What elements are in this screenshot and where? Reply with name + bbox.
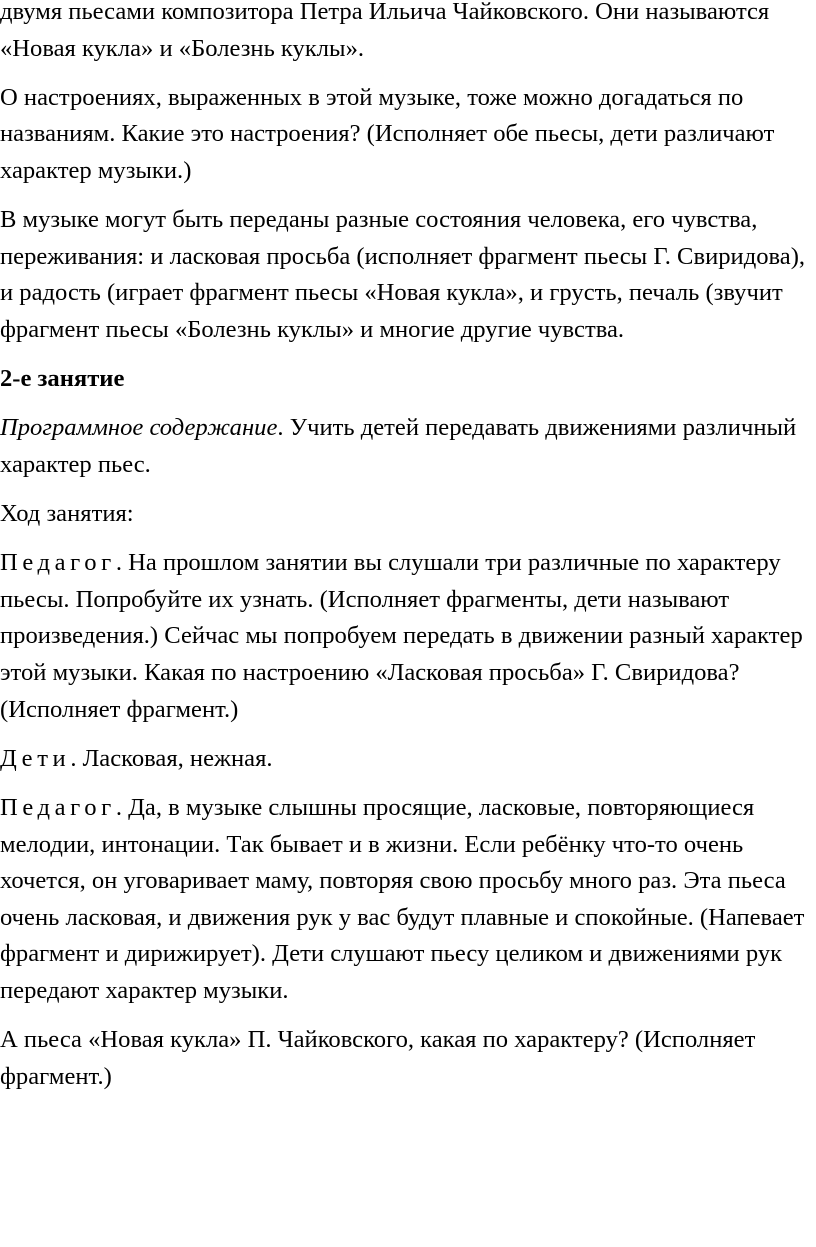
paragraph-new-doll: А пьеса «Новая кукла» П. Чайковского, какая по характеру? (Исполняет фрагмент.) bbox=[0, 1026, 756, 1090]
program-content-label: Программное содержание bbox=[0, 414, 278, 442]
paragraph-lesson-progress: Ход занятия: bbox=[0, 500, 134, 528]
speaker-teacher: Педагог bbox=[0, 549, 116, 577]
lesson-heading: 2-е занятие bbox=[0, 365, 125, 393]
paragraph-emotions: В музыке могут быть переданы разные состояния человека, его чувства, переживания: и ласковая просьба (исполняет фрагмент пьесы Г. Свиридова), и радость (играет фрагмент пьесы «Новая кукла», и грусть, печаль (звучит фрагмент пьесы «Болезнь куклы» и многие другие чувства. bbox=[0, 206, 806, 343]
teacher-speech-1: . На прошлом занятии вы слушали три различные по характеру пьесы. Попробуйте их узнать. (Исполняет фрагменты, дети называют произведения.) Сейчас мы попробуем передать в движении разный характер этой музыки. Какая по настроению «Ласковая просьба» Г. Свиридова? (Исполняет фрагмент.) bbox=[0, 549, 803, 723]
paragraph-teacher-2 bbox=[0, 790, 812, 1010]
paragraph-program-content bbox=[0, 410, 812, 483]
paragraph-intro-continuation: двумя пьесами композитора Петра Ильича Чайковского. Они называются «Новая кукла» и «Болезнь куклы». bbox=[0, 0, 770, 62]
children-speech: . Ласковая, нежная. bbox=[70, 744, 273, 772]
paragraph-children bbox=[0, 741, 812, 778]
speaker-children: Дети bbox=[0, 744, 71, 772]
teacher-speech-2: . Да, в музыке слышны просящие, ласковые, повторяющиеся мелодии, интонации. Так бывает и в жизни. Если ребёнку что-то очень хочется, он уговаривает маму, повторяя свою просьбу много раз. Эта пьеса очень ласковая, и движения рук у вас будут плавные и спокойные. (Напевает фрагмент и дирижирует). Дети слушают пьесу целиком и движениями рук передают характер музыки. bbox=[0, 794, 805, 1004]
program-content-text: . Учить детей передавать движениями различный характер пьес. bbox=[0, 414, 797, 478]
speaker-teacher: Педагог bbox=[0, 794, 116, 822]
paragraph-teacher-1 bbox=[0, 545, 812, 728]
paragraph-moods: О настроениях, выраженных в этой музыке, тоже можно догадаться по названиям. Какие это настроения? (Исполняет обе пьесы, дети различают характер музыки.) bbox=[0, 83, 775, 184]
